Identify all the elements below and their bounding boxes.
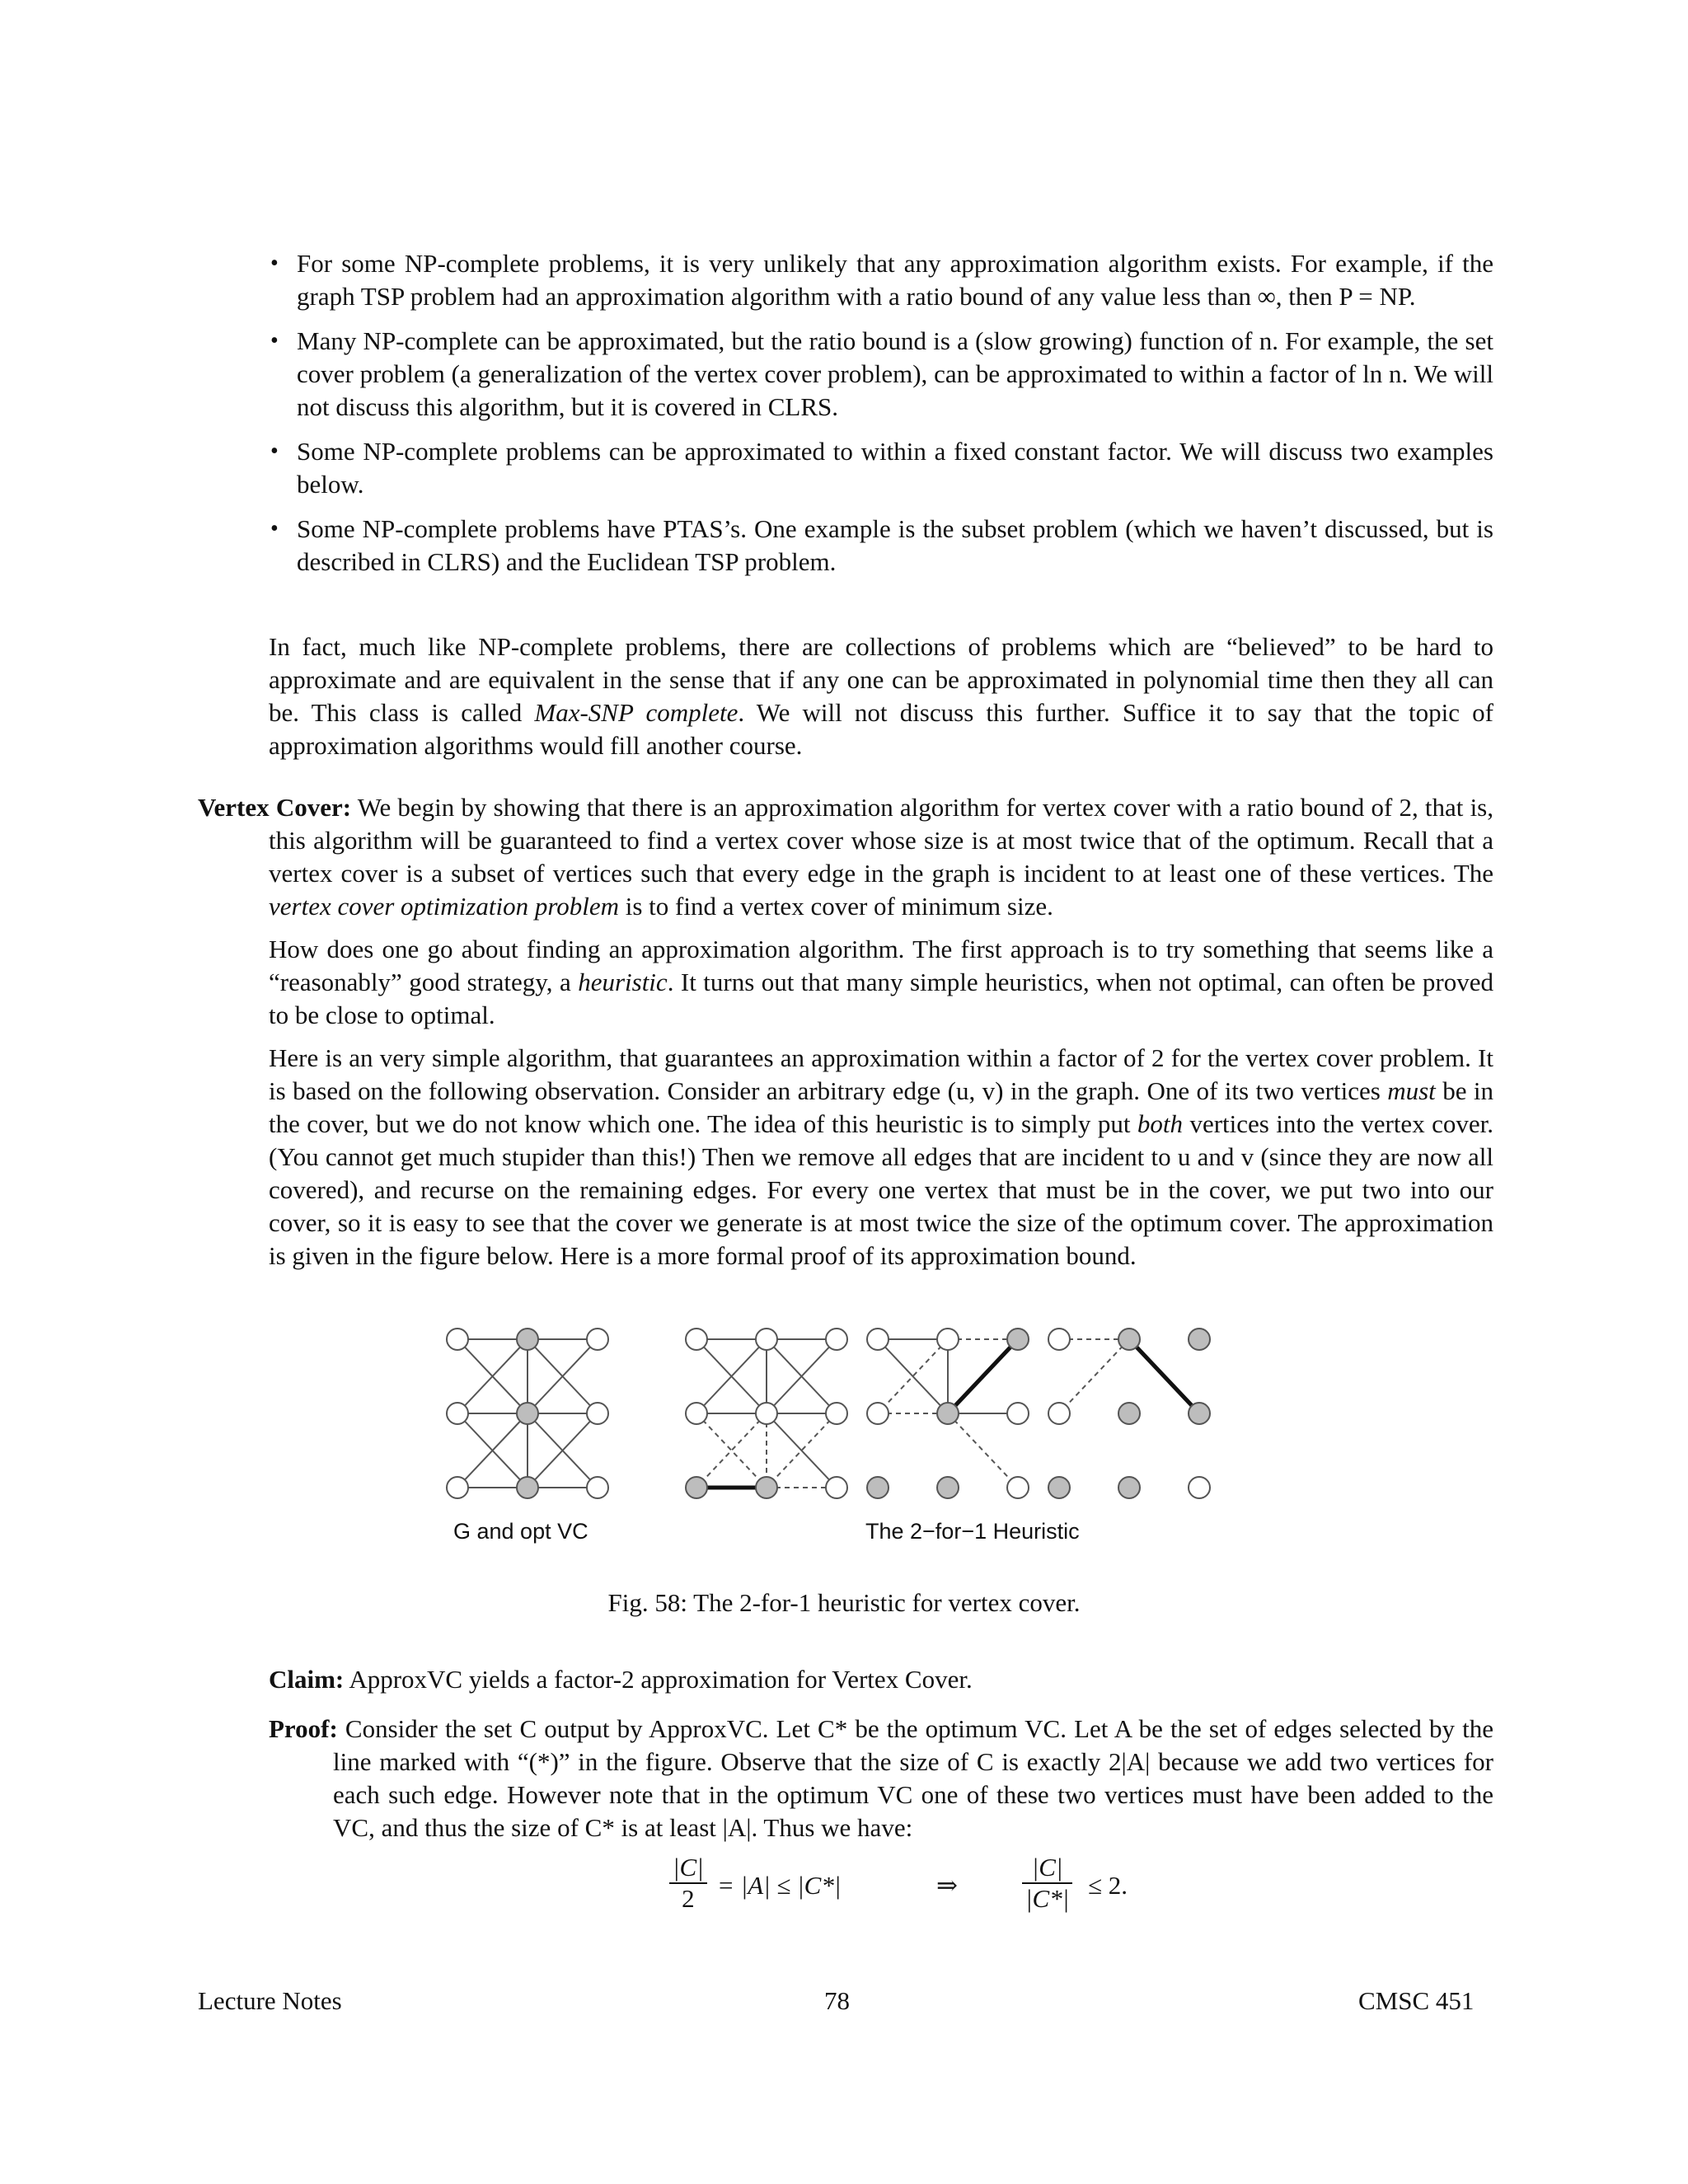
- fraction-numerator: |C|: [1031, 1853, 1063, 1882]
- term-vc-opt: vertex cover optimization problem: [269, 892, 619, 921]
- term-must: must: [1387, 1076, 1436, 1105]
- figure-label-left: G and opt VC: [453, 1519, 588, 1544]
- equation-middle: = |A| ≤ |C*|: [717, 1871, 842, 1900]
- term-both: both: [1137, 1109, 1184, 1138]
- text-run: be in the cover, but we do not know which one. The idea of this heuristic is to simply put: [269, 1076, 1494, 1138]
- heuristic-step3-vertices: [1048, 1329, 1210, 1498]
- claim: [269, 1663, 1493, 1696]
- vertex-cover-section: [198, 791, 1493, 1272]
- figure-caption: Fig. 58: The 2-for-1 heuristic for vertex cover.: [607, 1588, 1081, 1617]
- bullet-text: Some NP-complete problems have PTAS’s. One example is the subset problem (which we haven’t discussed, but is described in CLRS) and the Euclidean TSP problem.: [297, 514, 1493, 576]
- proof-label: Proof:: [269, 1714, 338, 1743]
- text-run: In fact, much like NP-complete problems, there are collections of problems which are “believed” to be hard to approximate and are equivalent in the sense that if any one can be approximated in polynomial time then they all can be. This class is called: [269, 632, 1493, 727]
- bullet-item: [270, 325, 1493, 424]
- bullet-text: Some NP-complete problems can be approximated to within a fixed constant factor. We will discuss two examples below.: [297, 437, 1493, 499]
- claim-label: Claim:: [269, 1665, 345, 1694]
- bullet-item: [270, 247, 1493, 313]
- section-heading: Vertex Cover:: [198, 793, 352, 822]
- bullet-text: Many NP-complete can be approximated, but the ratio bound is a (slow growing) function of n. For example, the set cover problem (a generalization of the vertex cover problem), can be approximated to within a factor of ln n. We will not discuss this algorithm, but it is covered in CLRS.: [297, 326, 1493, 421]
- fraction-c-over-cstar: [1022, 1853, 1072, 1914]
- claim-text: ApproxVC yields a factor-2 approximation for Vertex Cover.: [349, 1665, 973, 1694]
- implies-arrow: ⇒: [936, 1871, 958, 1900]
- text-run: . It turns out that many simple heuristics, when not optimal, can often be proved to be close to optimal.: [269, 968, 1493, 1029]
- bullet-item: [270, 435, 1493, 501]
- term-max-snp: Max-SNP complete: [534, 698, 738, 727]
- text-run: We begin by showing that there is an approximation algorithm for vertex cover with a ratio bound of 2, that is, this algorithm will be guaranteed to find a vertex cover whose size is at most twice that of the optimum. Recall that a vertex cover is a subset of vertices such that every edge in the graph is incident to at least one of these vertices. The: [269, 793, 1493, 888]
- bullet-list: [270, 247, 1493, 590]
- bullet-dot: •: [270, 516, 279, 541]
- bullet-dot: •: [270, 251, 279, 276]
- fraction-denominator: 2: [669, 1882, 707, 1914]
- text-run: vertices into the vertex cover. (You cannot get much stupider than this!) Then we remove all edges that are incident to u and v (since they are now all covered), and recurse on the remaining edges. For every one vertex that must be in the cover, we put two into our cover, so it is easy to see that the cover we generate is at most twice the size of the optimum cover. The approximation is given in the figure below. Here is a more formal proof of its approximation bound.: [269, 1109, 1493, 1270]
- selected-edge: [948, 1339, 1018, 1413]
- text-run: is to find a vertex cover of minimum size.: [619, 892, 1053, 921]
- bullet-dot: •: [270, 328, 279, 354]
- footer-right: CMSC 451: [1358, 1986, 1475, 2015]
- fraction-c-over-2: [669, 1853, 707, 1914]
- paragraph-max-snp: [269, 630, 1493, 762]
- figure-graphs: [429, 1323, 1253, 1545]
- proof-body: [269, 1713, 1493, 1844]
- proof: [269, 1713, 1493, 1844]
- figure-label-right: The 2−for−1 Heuristic: [865, 1519, 1080, 1544]
- heuristic-step3-removed-edges: [1059, 1339, 1129, 1413]
- figure-2-for-1: [429, 1323, 1253, 1545]
- vertex-cover-p2: [198, 933, 1493, 1032]
- text-run: Here is an very simple algorithm, that guarantees an approximation within a factor of 2 for the vertex cover problem. It is based on the following observation. Consider an arbitrary edge (u, v) in the graph. One of its two vertices: [269, 1043, 1493, 1105]
- vertex-cover-p1: [198, 791, 1493, 923]
- text-run: How does one go about finding an approximation algorithm. The first approach is to try something that seems like a “reasonably” good strategy, a: [269, 935, 1493, 996]
- term-heuristic: heuristic: [578, 968, 668, 996]
- footer-left: Lecture Notes: [198, 1986, 342, 2015]
- fraction-numerator: |C|: [673, 1853, 704, 1882]
- proof-text: Consider the set C output by ApproxVC. Let C* be the optimum VC. Let A be the set of edges selected by the line marked with “(*)” in the figure. Observe that the size of C is exactly 2|A| because we add two vertices for each such edge. However note that in the optimum VC one of these two vertices must have been added to the VC, and thus the size of C* is at least |A|. Thus we have:: [333, 1714, 1493, 1842]
- equation: [659, 1853, 1154, 1943]
- fraction-denominator: |C*|: [1022, 1882, 1072, 1914]
- equation-tail: ≤ 2.: [1088, 1871, 1128, 1900]
- text-run: . We will not discuss this further. Suffice it to say that the topic of approximation algorithms would fill another course.: [269, 698, 1493, 760]
- bullet-item: [270, 513, 1493, 579]
- bullet-text: For some NP-complete problems, it is very unlikely that any approximation algorithm exists. For example, if the graph TSP problem had an approximation algorithm with a ratio bound of any value less than ∞, then P = NP.: [297, 249, 1493, 311]
- selected-edge: [1129, 1339, 1199, 1413]
- bullet-dot: •: [270, 438, 279, 464]
- vertex-cover-p3: [198, 1042, 1493, 1272]
- footer-page-number: 78: [824, 1986, 850, 2015]
